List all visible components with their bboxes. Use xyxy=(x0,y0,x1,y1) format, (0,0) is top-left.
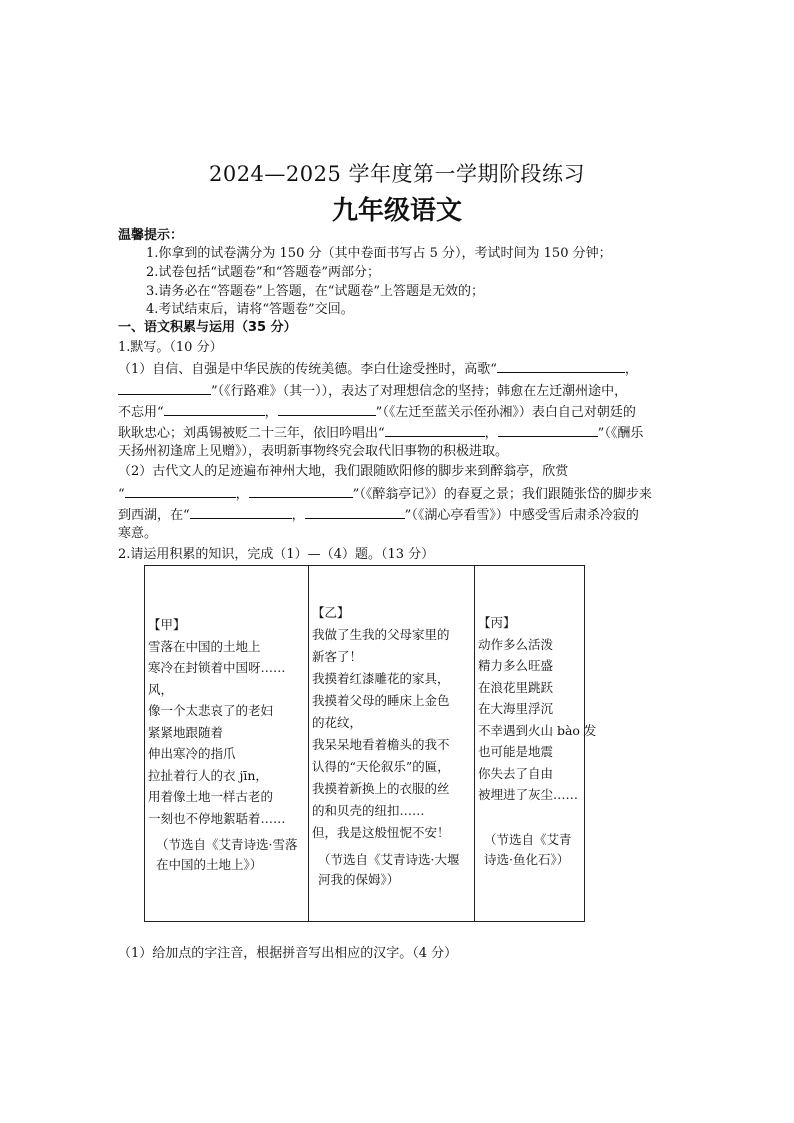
notice-item-1: 1.你拿到的试卷满分为 150 分（其中卷面书写占 5 分），考试时间为 150 分钟； xyxy=(146,246,612,261)
q1-p2-line2 xyxy=(118,483,652,505)
q1-p1-text: （1）自信、自强是中华民族的传统美德。李白仕途受挫时，高歌“ xyxy=(118,362,497,377)
poem-bing-cell xyxy=(475,566,597,922)
poem-line: 新客了！ xyxy=(312,649,363,664)
poem-jia-label: 【甲】 xyxy=(148,617,186,632)
poem-line: 的和贝壳的纽扣…… xyxy=(312,803,425,818)
notice-item-3: 3.请务必在“答题卷”上答题，在“试题卷”上答题是无效的； xyxy=(146,284,484,299)
answer-blank[interactable] xyxy=(190,504,292,519)
notice-item-4: 4.考试结束后，请将“答题卷”交回。 xyxy=(146,302,354,317)
poem-source: （节选自《艾青诗选·雪落在中国的土地上》） xyxy=(156,837,298,872)
answer-blank[interactable] xyxy=(305,504,405,519)
answer-blank[interactable] xyxy=(385,422,485,437)
poem-line: 像一个太悲哀了的老妇 xyxy=(148,703,274,718)
poem-line: 一刻也不停地絮聒着…… xyxy=(148,810,286,826)
question-1-title: 1.默写。（10 分） xyxy=(118,340,223,355)
poem-line: 我做了生我的父母家里的 xyxy=(312,627,450,642)
question-2-title: 2.请运用积累的知识，完成（1）—（4）题。（13 分） xyxy=(118,547,435,562)
poem-line: 我摸着父母的睡床上金色 xyxy=(312,693,450,708)
poem-line: 风， xyxy=(148,681,174,697)
poem-line: 我呆呆地看着檐头的我不 xyxy=(312,737,450,752)
poem-line: 紧紧地跟随着 xyxy=(148,724,224,740)
poem-yi-cell xyxy=(309,566,475,922)
poem-jia-cell xyxy=(145,566,309,922)
q1-p2-text: 到西湖，在“ xyxy=(118,508,190,523)
notice-heading: 温馨提示： xyxy=(118,228,184,243)
poem-line: 在浪花里跳跃 xyxy=(478,679,554,695)
q1-p1-text: ”（《左迁至蓝关示侄孙湘》）表白自己对朝廷的 xyxy=(375,405,636,420)
poem-line: 不幸遇到火山 bào 发 xyxy=(478,722,597,738)
poem-line: 动作多么活泼 xyxy=(478,636,554,652)
q1-p2-line1: （2）古代文人的足迹遍布神州大地，我们跟随欧阳修的脚步来到醉翁亭，欣赏 xyxy=(118,464,569,479)
poem-line: 被埋进了灰尘…… xyxy=(478,787,579,802)
q1-p1-line1 xyxy=(118,358,638,380)
q1-p2-text: ， xyxy=(291,508,305,523)
poem-source: （节选自《艾青诗选·大堰河我的保姆》） xyxy=(318,852,460,887)
answer-blank[interactable] xyxy=(125,483,236,498)
answer-blank[interactable] xyxy=(118,380,211,395)
poem-line: 雪落在中国的土地上 xyxy=(148,638,261,654)
q1-p1-text: ， xyxy=(484,426,498,441)
poem-line: 的花纹， xyxy=(312,715,363,730)
q1-p1-text: ”（《酬乐 xyxy=(597,426,644,441)
q1-p2-line3 xyxy=(118,504,639,526)
question-2-sub1: （1）给加点的字注音，根据拼音写出相应的汉字。（4 分） xyxy=(118,946,458,961)
q1-p2-text: ， xyxy=(235,487,249,502)
poem-line: 拉扯着行人的衣 jīn， xyxy=(148,767,268,783)
poem-line: 我摸着新换上的衣服的丝 xyxy=(312,781,450,796)
q1-p2-line4: 寒意。 xyxy=(118,526,158,541)
q1-p1-text: 不忘用“ xyxy=(118,405,164,420)
q1-p2-text: “ xyxy=(118,487,125,502)
q1-p1-line3 xyxy=(118,401,636,423)
poem-line: 我摸着红漆雕花的家具， xyxy=(312,671,450,686)
poem-table xyxy=(144,565,597,922)
answer-blank[interactable] xyxy=(498,422,598,437)
exam-title: 2024—2025 学年度第一学期阶段练习 xyxy=(208,162,586,186)
answer-blank[interactable] xyxy=(164,401,265,416)
q1-p2-text: ”（《醉翁亭记》）的春夏之景；我们跟随张岱的脚步来 xyxy=(352,487,652,502)
q1-p1-text: ， xyxy=(264,405,278,420)
q1-p1-line2 xyxy=(118,380,627,402)
poem-bing-label: 【丙】 xyxy=(478,615,516,630)
poem-line: 用着像土地一样古老的 xyxy=(148,789,274,804)
answer-blank[interactable] xyxy=(497,358,625,373)
poem-line: 伸出寒冷的指爪 xyxy=(148,746,236,761)
notice-item-2: 2.试卷包括“试题卷”和“答题卷”两部分； xyxy=(146,265,380,280)
q1-p1-line4 xyxy=(118,422,643,444)
poem-line: 精力多么旺盛 xyxy=(478,658,554,673)
poem-line: 在大海里浮沉 xyxy=(478,701,554,716)
poem-line: 也可能是地震 xyxy=(478,744,554,759)
q1-p1-line5: 天扬州初逢席上见赠》），表明新事物终究会取代旧事物的积极进取。 xyxy=(118,444,509,459)
poem-line: 但，我是这般忸怩不安！ xyxy=(312,825,450,840)
poem-line: 认得的“天伦叙乐”的匾， xyxy=(312,759,450,774)
subject-title: 九年级语文 xyxy=(331,196,462,226)
section-heading: 一、语文积累与运用（35 分） xyxy=(118,320,297,335)
poem-line: 寒冷在封锁着中国呀…… xyxy=(148,660,286,675)
q1-p1-text: 耿耿忠心；刘禹锡被贬二十三年，依旧吟唱出“ xyxy=(118,426,385,441)
q1-p1-text: ， xyxy=(624,362,638,377)
poem-yi-label: 【乙】 xyxy=(312,605,350,620)
poem-line: 你失去了自由 xyxy=(478,765,554,781)
poem-source: （节选自《艾青诗选·鱼化石》） xyxy=(484,831,572,867)
answer-blank[interactable] xyxy=(249,483,353,498)
q1-p2-text: ”（《湖心亭看雪》）中感受雪后肃杀冷寂的 xyxy=(404,508,639,523)
answer-blank[interactable] xyxy=(278,401,376,416)
q1-p1-text: ”（《行路难》（其一）），表达了对理想信念的坚持；韩愈在左迁潮州途中， xyxy=(211,384,628,399)
